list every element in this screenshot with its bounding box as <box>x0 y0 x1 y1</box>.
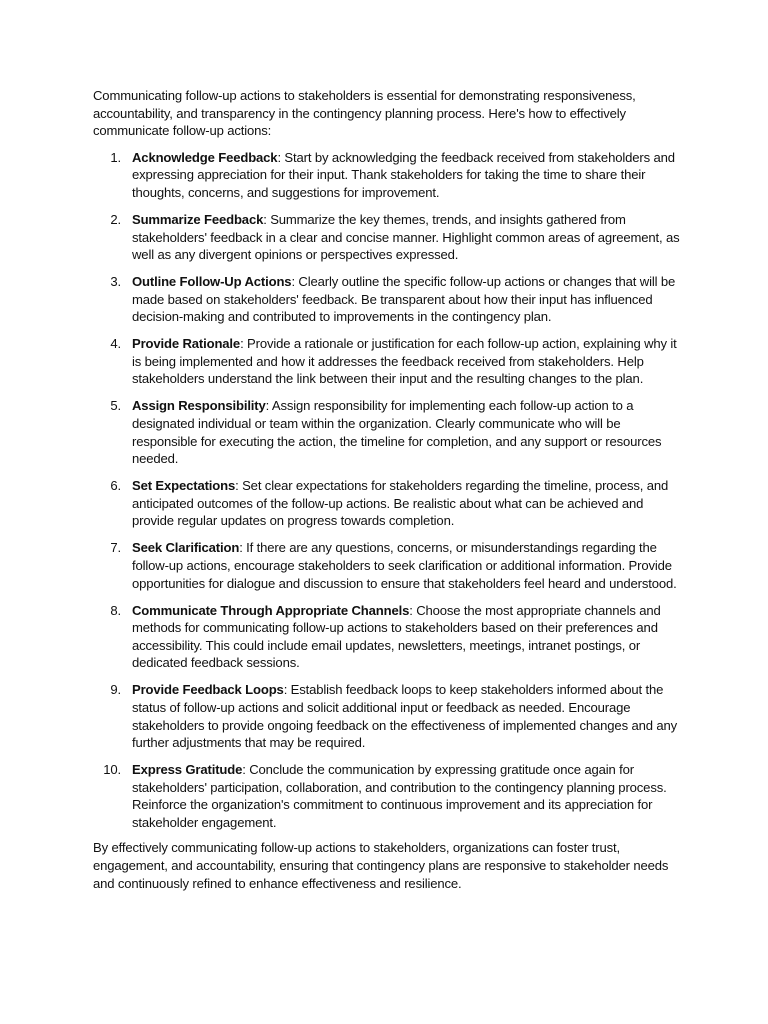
step-body <box>132 397 681 467</box>
list-item <box>93 335 681 388</box>
step-title: Provide Feedback Loops <box>132 682 284 698</box>
list-item <box>93 477 681 530</box>
step-title: Express Gratitude <box>132 762 243 778</box>
list-item <box>93 273 681 326</box>
step-title: Outline Follow-Up Actions <box>132 274 292 290</box>
list-item <box>93 397 681 467</box>
step-text: : Clearly outline the specific follow-up actions or changes that will be made based on stakeholders' feedback. Be transparent about how their input has influenced decision-making and contributed to improvements in the contingency plan. <box>132 274 676 325</box>
step-title: Assign Responsibility <box>132 398 266 414</box>
step-text: : Start by acknowledging the feedback received from stakeholders and expressing appreciation for their input. Thank stakeholders for taking the time to share their thoughts, concerns, and suggestions for improvement. <box>132 149 675 200</box>
step-title: Provide Rationale <box>132 336 241 352</box>
step-text: : Assign responsibility for implementing each follow-up action to a designated individual or team within the organization. Clearly communicate who will be responsible for executing the action, the timeline for completion, and any support or resources needed. <box>132 398 662 467</box>
step-title: Acknowledge Feedback <box>132 149 278 165</box>
intro-paragraph: Communicating follow-up actions to stakeholders is essential for demonstrating responsiveness, accountability, and transparency in the contingency planning process. Here's how to effectively communicate follow-up actions: <box>93 88 636 139</box>
step-number: 4. <box>110 336 121 352</box>
list-item <box>93 211 681 264</box>
step-body <box>132 211 681 264</box>
step-number: 3. <box>110 274 121 290</box>
list-item <box>93 149 681 202</box>
step-body <box>132 761 681 831</box>
list-item <box>93 681 681 751</box>
step-text: : If there are any questions, concerns, or misunderstandings regarding the follow-up actions, encourage stakeholders to seek clarification or additional information. Provide opportunities for dialogue and discussion to ensure that stakeholders feel heard and understood. <box>132 540 677 591</box>
step-number: 2. <box>110 211 121 227</box>
step-title: Set Expectations <box>132 478 236 494</box>
step-number: 9. <box>110 682 121 698</box>
step-title: Summarize Feedback <box>132 211 264 227</box>
step-number: 7. <box>110 540 121 556</box>
list-item <box>93 602 681 672</box>
step-text: : Conclude the communication by expressing gratitude once again for stakeholders' participation, collaboration, and contribution to the contingency planning process. Reinforce the organization's commitment to continuous improvement and its appreciation for stakeholder engagement. <box>132 762 667 830</box>
step-title: Seek Clarification <box>132 540 240 556</box>
step-number: 6. <box>110 478 121 494</box>
step-number: 1. <box>110 149 121 165</box>
step-text: : Set clear expectations for stakeholders regarding the timeline, process, and anticipated outcomes of the follow-up actions. Be realistic about what can be achieved and provide regular updates on progress towards completion. <box>132 478 669 529</box>
step-text: : Choose the most appropriate channels and methods for communicating follow-up actions to stakeholders based on their preferences and accessibility. This could include email updates, newsletters, meetings, intranet postings, or dedicated feedback sessions. <box>132 602 661 671</box>
step-text: : Establish feedback loops to keep stakeholders informed about the status of follow-up actions and solicit additional input or feedback as needed. Encourage stakeholders to provide ongoing feedback on the effectiveness of implemented changes and any further adjustments that may be required. <box>132 682 677 751</box>
step-text: : Provide a rationale or justification for each follow-up action, explaining why it is being implemented and how it addresses the feedback received from stakeholders. Help stakeholders understand the link between their input and the resulting changes to the plan. <box>132 336 677 387</box>
document-page <box>93 87 681 892</box>
list-item <box>93 761 681 831</box>
step-number: 5. <box>110 398 121 414</box>
conclusion-paragraph: By effectively communicating follow-up actions to stakeholders, organizations can foster trust, engagement, and accountability, ensuring that contingency plans are responsive to stakeholder needs and continuously refined to enhance effectiveness and resilience. <box>93 840 669 891</box>
step-body <box>132 335 681 388</box>
step-text: : Summarize the key themes, trends, and insights gathered from stakeholders' feedback in a clear and concise manner. Highlight common areas of agreement, as well as any divergent opinions or perspectives expressed. <box>132 211 680 263</box>
step-number: 10. <box>103 762 121 778</box>
step-body <box>132 681 681 751</box>
steps-list <box>93 149 681 832</box>
step-body <box>132 539 681 592</box>
step-body <box>132 477 681 530</box>
step-body <box>132 149 681 202</box>
step-title: Communicate Through Appropriate Channels <box>132 602 410 618</box>
list-item <box>93 539 681 592</box>
step-body <box>132 602 681 672</box>
step-body <box>132 273 681 326</box>
step-number: 8. <box>110 602 121 618</box>
